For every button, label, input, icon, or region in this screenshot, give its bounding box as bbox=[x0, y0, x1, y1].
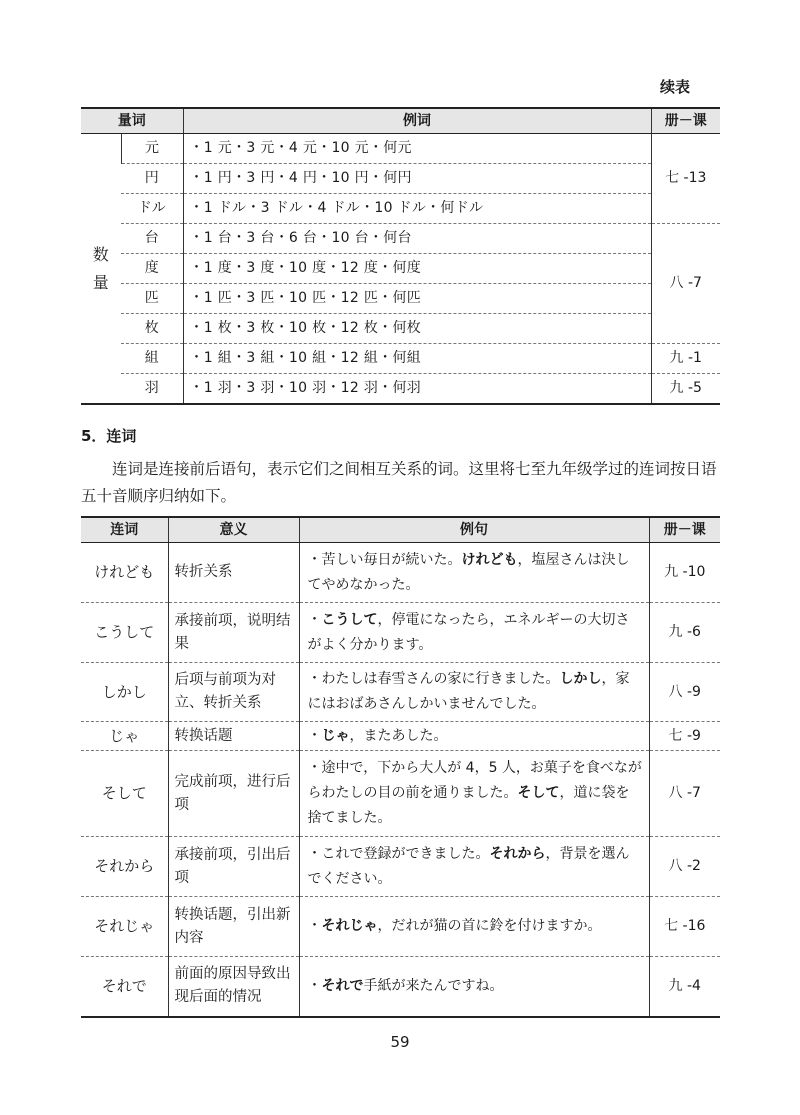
lesson-ref: 七 -16 bbox=[649, 897, 720, 957]
conjunction-word: けれども bbox=[81, 543, 168, 603]
conjunction-word: こうして bbox=[81, 603, 168, 663]
example-words: ・1 匹・3 匹・10 匹・12 匹・何匹 bbox=[183, 284, 651, 314]
example-words: ・1 枚・3 枚・10 枚・12 枚・何枚 bbox=[183, 314, 651, 344]
measure-word: 台 bbox=[121, 224, 183, 254]
conjunction-meaning: 转换话题 bbox=[168, 722, 299, 751]
lesson-ref: 八 -2 bbox=[649, 837, 720, 897]
lesson-ref: 八 -7 bbox=[649, 751, 720, 837]
example-words: ・1 組・3 組・10 組・12 組・何組 bbox=[183, 344, 651, 374]
example-words: ・1 羽・3 羽・10 羽・12 羽・何羽 bbox=[183, 374, 651, 405]
table-row bbox=[81, 254, 720, 284]
conjunction-word: じゃ bbox=[81, 722, 168, 751]
conjunction-meaning: 完成前项，进行后项 bbox=[168, 751, 299, 837]
table-row bbox=[81, 722, 720, 751]
measure-word: ドル bbox=[121, 194, 183, 224]
table-row bbox=[81, 374, 720, 405]
conjunction-meaning: 前面的原因导致出现后面的情况 bbox=[168, 957, 299, 1017]
example-sentence: ・途中で，下から大人が 4，5 人，お菓子を食べながらわたしの目の前を通りました。そして，道に袋を捨てました。 bbox=[299, 751, 649, 837]
table-row bbox=[81, 663, 720, 722]
table-row bbox=[81, 134, 720, 164]
header-meaning: 意义 bbox=[168, 517, 299, 543]
table-row bbox=[81, 164, 720, 194]
table-row bbox=[81, 284, 720, 314]
measure-word: 円 bbox=[121, 164, 183, 194]
example-sentence: ・じゃ，またあした。 bbox=[299, 722, 649, 751]
example-sentence: ・これで登録ができました。それから，背景を選んでください。 bbox=[299, 837, 649, 897]
example-words: ・1 ドル・3 ドル・4 ドル・10 ドル・何ドル bbox=[183, 194, 651, 224]
lesson-ref: 八 -9 bbox=[649, 663, 720, 722]
example-words: ・1 元・3 元・4 元・10 元・何元 bbox=[183, 134, 651, 164]
conjunction-meaning: 转折关系 bbox=[168, 543, 299, 603]
lesson-ref: 九 -6 bbox=[649, 603, 720, 663]
example-sentence: ・それじゃ，だれが猫の首に鈴を付けますか。 bbox=[299, 897, 649, 957]
lesson-ref: 八 -7 bbox=[651, 224, 720, 344]
conjunction-word: そして bbox=[81, 751, 168, 837]
example-sentence: ・苦しい毎日が続いた。けれども，塩屋さんは決してやめなかった。 bbox=[299, 543, 649, 603]
measure-word: 元 bbox=[121, 134, 183, 164]
example-words: ・1 円・3 円・4 円・10 円・何円 bbox=[183, 164, 651, 194]
example-words: ・1 度・3 度・10 度・12 度・何度 bbox=[183, 254, 651, 284]
conjunction-table bbox=[81, 516, 720, 1018]
header-measure-word: 量词 bbox=[81, 108, 183, 134]
measure-word: 枚 bbox=[121, 314, 183, 344]
lesson-ref: 七 -9 bbox=[649, 722, 720, 751]
header-conjunction: 连词 bbox=[81, 517, 168, 543]
table-header-row bbox=[81, 108, 720, 134]
header-book-lesson: 册－课 bbox=[651, 108, 720, 134]
section-title: 5．连词 bbox=[81, 427, 137, 445]
table-row bbox=[81, 837, 720, 897]
measure-word: 羽 bbox=[121, 374, 183, 405]
table-row bbox=[81, 751, 720, 837]
example-words: ・1 台・3 台・6 台・10 台・何台 bbox=[183, 224, 651, 254]
table-row bbox=[81, 543, 720, 603]
page-number: 59 bbox=[390, 1033, 410, 1051]
measure-word: 度 bbox=[121, 254, 183, 284]
conjunction-word: それで bbox=[81, 957, 168, 1017]
lesson-ref: 七 -13 bbox=[651, 134, 720, 224]
header-example-sentence: 例句 bbox=[299, 517, 649, 543]
conjunction-word: それから bbox=[81, 837, 168, 897]
table-header-row bbox=[81, 517, 720, 543]
measure-word-table bbox=[81, 107, 720, 405]
conjunction-meaning: 后项与前项为对立、转折关系 bbox=[168, 663, 299, 722]
lesson-ref: 九 -4 bbox=[649, 957, 720, 1017]
table-row bbox=[81, 194, 720, 224]
measure-word: 組 bbox=[121, 344, 183, 374]
example-sentence: ・こうして，停電になったら，エネルギーの大切さがよく分かります。 bbox=[299, 603, 649, 663]
header-example-words: 例词 bbox=[183, 108, 651, 134]
example-sentence: ・それで手紙が来たんですね。 bbox=[299, 957, 649, 1017]
lesson-ref: 九 -5 bbox=[651, 374, 720, 405]
conjunction-meaning: 转换话题，引出新内容 bbox=[168, 897, 299, 957]
table-row bbox=[81, 897, 720, 957]
lesson-ref: 九 -1 bbox=[651, 344, 720, 374]
example-sentence: ・わたしは春雪さんの家に行きました。しかし，家にはおばあさんしかいませんでした。 bbox=[299, 663, 649, 722]
table-row bbox=[81, 603, 720, 663]
continued-label: 续表 bbox=[659, 78, 690, 96]
category-cell bbox=[81, 134, 121, 405]
category-label: 数量 bbox=[92, 244, 109, 292]
table-row bbox=[81, 344, 720, 374]
lesson-ref: 九 -10 bbox=[649, 543, 720, 603]
conjunction-meaning: 承接前项，引出后项 bbox=[168, 837, 299, 897]
header-book-lesson: 册－课 bbox=[649, 517, 720, 543]
table-row bbox=[81, 224, 720, 254]
conjunction-meaning: 承接前项，说明结果 bbox=[168, 603, 299, 663]
measure-word: 匹 bbox=[121, 284, 183, 314]
section-paragraph: 连词是连接前后语句，表示它们之间相互关系的词。这里将七至九年级学过的连词按日语五十音顺序归纳如下。 bbox=[81, 460, 717, 505]
conjunction-word: それじゃ bbox=[81, 897, 168, 957]
table-row bbox=[81, 957, 720, 1017]
table-row bbox=[81, 314, 720, 344]
conjunction-word: しかし bbox=[81, 663, 168, 722]
